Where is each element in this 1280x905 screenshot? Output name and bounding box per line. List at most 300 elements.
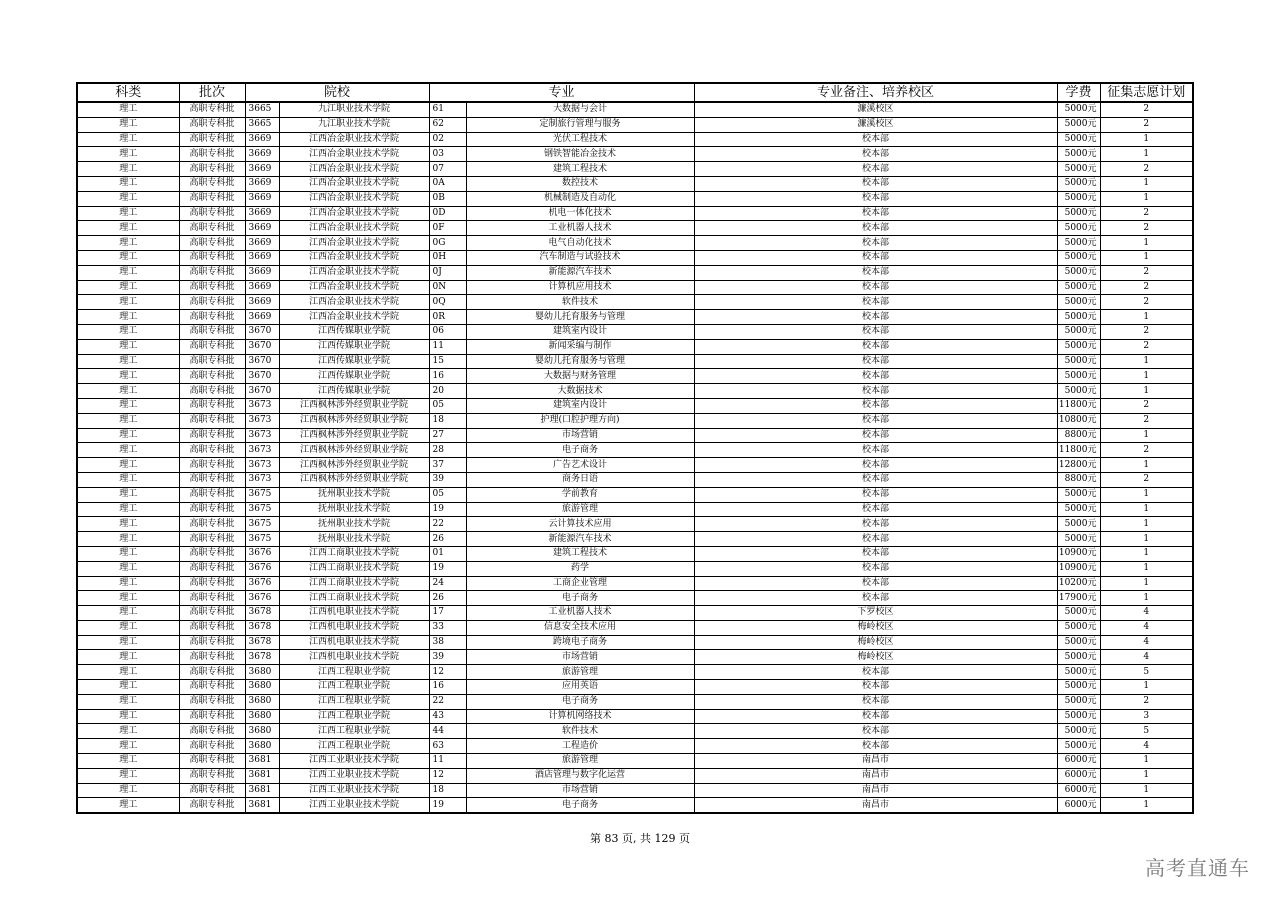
- cell-major-name: 电子商务: [466, 798, 694, 813]
- table-row: [77, 591, 1193, 606]
- cell-school-name: 江西工业职业技术学院: [279, 783, 429, 798]
- cell-tuition: 12800元: [1057, 458, 1100, 473]
- cell-school-code: 3673: [245, 458, 279, 473]
- cell-school-name: 江西冶金职业技术学院: [279, 221, 429, 236]
- cell-campus: 校本部: [694, 428, 1057, 443]
- cell-category: 理工: [77, 546, 179, 561]
- cell-school-code: 3669: [245, 206, 279, 221]
- cell-major-code: 0Q: [429, 295, 466, 310]
- cell-batch: 高职专科批: [179, 606, 245, 621]
- cell-plan-count: 4: [1100, 650, 1193, 665]
- cell-category: 理工: [77, 665, 179, 680]
- cell-category: 理工: [77, 147, 179, 162]
- cell-major-code: 28: [429, 443, 466, 458]
- table-row: [77, 532, 1193, 547]
- cell-campus: 校本部: [694, 546, 1057, 561]
- cell-school-name: 江西冶金职业技术学院: [279, 310, 429, 325]
- cell-major-name: 工程造价: [466, 739, 694, 754]
- header-batch: 批次: [179, 83, 245, 102]
- cell-major-name: 婴幼儿托育服务与管理: [466, 354, 694, 369]
- cell-category: 理工: [77, 532, 179, 547]
- table-row: [77, 250, 1193, 265]
- cell-school-name: 江西工业职业技术学院: [279, 768, 429, 783]
- cell-tuition: 10900元: [1057, 546, 1100, 561]
- cell-plan-count: 1: [1100, 354, 1193, 369]
- cell-school-code: 3669: [245, 191, 279, 206]
- cell-category: 理工: [77, 191, 179, 206]
- table-row: [77, 620, 1193, 635]
- cell-major-name: 计算机应用技术: [466, 280, 694, 295]
- cell-plan-count: 5: [1100, 724, 1193, 739]
- cell-plan-count: 1: [1100, 502, 1193, 517]
- table-row: [77, 191, 1193, 206]
- admission-plan-table: [76, 82, 1194, 814]
- cell-category: 理工: [77, 739, 179, 754]
- cell-major-name: 光伏工程技术: [466, 132, 694, 147]
- cell-major-name: 工业机器人技术: [466, 221, 694, 236]
- cell-school-name: 江西冶金职业技术学院: [279, 162, 429, 177]
- cell-school-code: 3669: [245, 295, 279, 310]
- cell-campus: 校本部: [694, 250, 1057, 265]
- cell-campus: 校本部: [694, 413, 1057, 428]
- cell-major-code: 33: [429, 620, 466, 635]
- cell-category: 理工: [77, 458, 179, 473]
- cell-batch: 高职专科批: [179, 561, 245, 576]
- cell-category: 理工: [77, 428, 179, 443]
- cell-category: 理工: [77, 694, 179, 709]
- cell-tuition: 10800元: [1057, 413, 1100, 428]
- cell-major-code: 22: [429, 694, 466, 709]
- cell-school-name: 江西工程职业学院: [279, 665, 429, 680]
- cell-major-code: 07: [429, 162, 466, 177]
- cell-batch: 高职专科批: [179, 502, 245, 517]
- cell-campus: 校本部: [694, 132, 1057, 147]
- cell-school-name: 江西工商职业技术学院: [279, 576, 429, 591]
- cell-category: 理工: [77, 265, 179, 280]
- table-row: [77, 487, 1193, 502]
- cell-campus: 校本部: [694, 147, 1057, 162]
- cell-campus: 校本部: [694, 591, 1057, 606]
- cell-category: 理工: [77, 517, 179, 532]
- cell-tuition: 11800元: [1057, 443, 1100, 458]
- cell-school-name: 江西工程职业学院: [279, 694, 429, 709]
- cell-tuition: 10200元: [1057, 576, 1100, 591]
- cell-school-code: 3673: [245, 413, 279, 428]
- cell-school-code: 3680: [245, 709, 279, 724]
- cell-campus: 校本部: [694, 324, 1057, 339]
- table-row: [77, 428, 1193, 443]
- cell-tuition: 5000元: [1057, 665, 1100, 680]
- cell-plan-count: 2: [1100, 102, 1193, 117]
- cell-school-code: 3680: [245, 680, 279, 695]
- cell-campus: 校本部: [694, 280, 1057, 295]
- cell-campus: 梅岭校区: [694, 620, 1057, 635]
- cell-plan-count: 2: [1100, 117, 1193, 132]
- cell-major-code: 0F: [429, 221, 466, 236]
- cell-tuition: 11800元: [1057, 398, 1100, 413]
- cell-plan-count: 4: [1100, 606, 1193, 621]
- cell-major-code: 62: [429, 117, 466, 132]
- cell-tuition: 10900元: [1057, 561, 1100, 576]
- cell-batch: 高职专科批: [179, 665, 245, 680]
- cell-batch: 高职专科批: [179, 487, 245, 502]
- cell-major-name: 建筑工程技术: [466, 162, 694, 177]
- table-row: [77, 324, 1193, 339]
- cell-batch: 高职专科批: [179, 384, 245, 399]
- cell-campus: 校本部: [694, 162, 1057, 177]
- cell-school-code: 3681: [245, 798, 279, 813]
- cell-campus: 校本部: [694, 354, 1057, 369]
- cell-major-code: 0J: [429, 265, 466, 280]
- cell-batch: 高职专科批: [179, 324, 245, 339]
- cell-tuition: 5000元: [1057, 502, 1100, 517]
- cell-school-name: 江西冶金职业技术学院: [279, 250, 429, 265]
- cell-category: 理工: [77, 221, 179, 236]
- cell-major-code: 20: [429, 384, 466, 399]
- cell-plan-count: 2: [1100, 324, 1193, 339]
- cell-tuition: 5000元: [1057, 102, 1100, 117]
- cell-major-code: 05: [429, 487, 466, 502]
- cell-tuition: 5000元: [1057, 132, 1100, 147]
- cell-school-name: 江西工业职业技术学院: [279, 798, 429, 813]
- cell-plan-count: 1: [1100, 754, 1193, 769]
- cell-tuition: 17900元: [1057, 591, 1100, 606]
- cell-school-code: 3669: [245, 250, 279, 265]
- table-row: [77, 724, 1193, 739]
- cell-plan-count: 2: [1100, 265, 1193, 280]
- cell-category: 理工: [77, 369, 179, 384]
- cell-school-code: 3678: [245, 620, 279, 635]
- cell-campus: 校本部: [694, 295, 1057, 310]
- cell-category: 理工: [77, 620, 179, 635]
- cell-school-code: 3680: [245, 724, 279, 739]
- cell-plan-count: 1: [1100, 176, 1193, 191]
- cell-school-code: 3670: [245, 384, 279, 399]
- cell-tuition: 5000元: [1057, 324, 1100, 339]
- cell-plan-count: 1: [1100, 310, 1193, 325]
- cell-school-code: 3680: [245, 739, 279, 754]
- cell-school-code: 3675: [245, 532, 279, 547]
- cell-batch: 高职专科批: [179, 783, 245, 798]
- cell-school-name: 江西机电职业技术学院: [279, 606, 429, 621]
- cell-school-code: 3665: [245, 102, 279, 117]
- header-plan-count: 征集志愿计划: [1100, 83, 1193, 102]
- cell-campus: 梅岭校区: [694, 635, 1057, 650]
- cell-major-name: 定制旅行管理与服务: [466, 117, 694, 132]
- cell-plan-count: 1: [1100, 147, 1193, 162]
- cell-batch: 高职专科批: [179, 132, 245, 147]
- cell-batch: 高职专科批: [179, 532, 245, 547]
- cell-category: 理工: [77, 443, 179, 458]
- table-row: [77, 102, 1193, 117]
- table-row: [77, 147, 1193, 162]
- cell-plan-count: 1: [1100, 132, 1193, 147]
- cell-school-name: 江西冶金职业技术学院: [279, 191, 429, 206]
- cell-major-name: 信息安全技术应用: [466, 620, 694, 635]
- table-row: [77, 561, 1193, 576]
- cell-tuition: 5000元: [1057, 206, 1100, 221]
- cell-school-code: 3681: [245, 754, 279, 769]
- cell-school-name: 江西传媒职业学院: [279, 324, 429, 339]
- cell-major-name: 跨境电子商务: [466, 635, 694, 650]
- cell-tuition: 8800元: [1057, 428, 1100, 443]
- cell-school-name: 抚州职业技术学院: [279, 532, 429, 547]
- cell-major-name: 计算机网络技术: [466, 709, 694, 724]
- cell-school-code: 3673: [245, 443, 279, 458]
- cell-school-code: 3673: [245, 472, 279, 487]
- cell-batch: 高职专科批: [179, 398, 245, 413]
- table-row: [77, 206, 1193, 221]
- table-row: [77, 576, 1193, 591]
- table-row: [77, 635, 1193, 650]
- cell-batch: 高职专科批: [179, 162, 245, 177]
- cell-major-code: 18: [429, 413, 466, 428]
- cell-tuition: 5000元: [1057, 265, 1100, 280]
- cell-batch: 高职专科批: [179, 680, 245, 695]
- cell-major-name: 软件技术: [466, 295, 694, 310]
- cell-major-code: 0R: [429, 310, 466, 325]
- cell-category: 理工: [77, 339, 179, 354]
- table-header-row: [77, 83, 1193, 102]
- cell-batch: 高职专科批: [179, 635, 245, 650]
- cell-plan-count: 1: [1100, 768, 1193, 783]
- table-row: [77, 280, 1193, 295]
- cell-batch: 高职专科批: [179, 369, 245, 384]
- cell-category: 理工: [77, 561, 179, 576]
- cell-major-name: 旅游管理: [466, 502, 694, 517]
- table-row: [77, 606, 1193, 621]
- cell-major-code: 02: [429, 132, 466, 147]
- cell-plan-count: 5: [1100, 665, 1193, 680]
- cell-school-name: 江西冶金职业技术学院: [279, 265, 429, 280]
- cell-tuition: 5000元: [1057, 606, 1100, 621]
- cell-tuition: 5000元: [1057, 635, 1100, 650]
- cell-batch: 高职专科批: [179, 428, 245, 443]
- cell-plan-count: 1: [1100, 561, 1193, 576]
- cell-batch: 高职专科批: [179, 754, 245, 769]
- cell-major-name: 电气自动化技术: [466, 236, 694, 251]
- cell-school-code: 3669: [245, 236, 279, 251]
- cell-major-code: 43: [429, 709, 466, 724]
- cell-campus: 校本部: [694, 176, 1057, 191]
- cell-category: 理工: [77, 354, 179, 369]
- cell-school-name: 江西传媒职业学院: [279, 384, 429, 399]
- cell-category: 理工: [77, 117, 179, 132]
- cell-plan-count: 2: [1100, 413, 1193, 428]
- cell-school-name: 江西枫林涉外经贸职业学院: [279, 443, 429, 458]
- cell-major-name: 应用英语: [466, 680, 694, 695]
- cell-batch: 高职专科批: [179, 117, 245, 132]
- table-body: [77, 102, 1193, 813]
- cell-school-name: 江西工程职业学院: [279, 680, 429, 695]
- cell-plan-count: 1: [1100, 517, 1193, 532]
- cell-category: 理工: [77, 310, 179, 325]
- cell-major-name: 旅游管理: [466, 754, 694, 769]
- table-row: [77, 546, 1193, 561]
- cell-school-name: 江西机电职业技术学院: [279, 650, 429, 665]
- cell-school-code: 3669: [245, 132, 279, 147]
- cell-plan-count: 2: [1100, 162, 1193, 177]
- cell-major-code: 11: [429, 339, 466, 354]
- cell-school-code: 3680: [245, 665, 279, 680]
- cell-major-code: 0B: [429, 191, 466, 206]
- cell-plan-count: 1: [1100, 384, 1193, 399]
- cell-batch: 高职专科批: [179, 221, 245, 236]
- cell-tuition: 6000元: [1057, 768, 1100, 783]
- cell-batch: 高职专科批: [179, 443, 245, 458]
- cell-category: 理工: [77, 236, 179, 251]
- cell-school-code: 3680: [245, 694, 279, 709]
- cell-school-code: 3669: [245, 265, 279, 280]
- cell-category: 理工: [77, 384, 179, 399]
- cell-major-name: 商务日语: [466, 472, 694, 487]
- cell-batch: 高职专科批: [179, 280, 245, 295]
- cell-school-name: 江西枫林涉外经贸职业学院: [279, 398, 429, 413]
- cell-school-name: 江西冶金职业技术学院: [279, 176, 429, 191]
- cell-campus: 南昌市: [694, 798, 1057, 813]
- cell-plan-count: 1: [1100, 428, 1193, 443]
- cell-category: 理工: [77, 295, 179, 310]
- cell-school-code: 3678: [245, 650, 279, 665]
- cell-campus: 校本部: [694, 369, 1057, 384]
- cell-major-code: 12: [429, 665, 466, 680]
- cell-tuition: 5000元: [1057, 250, 1100, 265]
- cell-category: 理工: [77, 324, 179, 339]
- cell-batch: 高职专科批: [179, 295, 245, 310]
- cell-major-name: 广告艺术设计: [466, 458, 694, 473]
- cell-tuition: 5000元: [1057, 384, 1100, 399]
- cell-school-name: 江西传媒职业学院: [279, 354, 429, 369]
- cell-batch: 高职专科批: [179, 620, 245, 635]
- cell-batch: 高职专科批: [179, 458, 245, 473]
- cell-major-code: 38: [429, 635, 466, 650]
- cell-plan-count: 1: [1100, 546, 1193, 561]
- cell-plan-count: 1: [1100, 576, 1193, 591]
- cell-major-name: 云计算技术应用: [466, 517, 694, 532]
- cell-batch: 高职专科批: [179, 236, 245, 251]
- cell-campus: 校本部: [694, 221, 1057, 236]
- cell-batch: 高职专科批: [179, 694, 245, 709]
- cell-tuition: 5000元: [1057, 295, 1100, 310]
- cell-campus: 濂溪校区: [694, 102, 1057, 117]
- cell-major-name: 建筑室内设计: [466, 324, 694, 339]
- cell-major-code: 17: [429, 606, 466, 621]
- cell-plan-count: 2: [1100, 443, 1193, 458]
- cell-school-name: 江西工程职业学院: [279, 709, 429, 724]
- cell-batch: 高职专科批: [179, 339, 245, 354]
- cell-school-name: 九江职业技术学院: [279, 117, 429, 132]
- cell-school-name: 抚州职业技术学院: [279, 502, 429, 517]
- cell-school-name: 江西工程职业学院: [279, 739, 429, 754]
- header-tuition: 学费: [1057, 83, 1100, 102]
- cell-major-code: 0D: [429, 206, 466, 221]
- table-row: [77, 221, 1193, 236]
- table-row: [77, 650, 1193, 665]
- table-row: [77, 176, 1193, 191]
- cell-category: 理工: [77, 754, 179, 769]
- cell-category: 理工: [77, 413, 179, 428]
- cell-campus: 校本部: [694, 502, 1057, 517]
- cell-major-name: 电子商务: [466, 443, 694, 458]
- header-remarks-campus: 专业备注、培养校区: [694, 83, 1057, 102]
- cell-tuition: 5000元: [1057, 724, 1100, 739]
- cell-campus: 校本部: [694, 191, 1057, 206]
- cell-school-code: 3669: [245, 280, 279, 295]
- cell-tuition: 5000元: [1057, 532, 1100, 547]
- cell-tuition: 5000元: [1057, 280, 1100, 295]
- cell-major-code: 16: [429, 369, 466, 384]
- cell-school-code: 3670: [245, 324, 279, 339]
- cell-category: 理工: [77, 162, 179, 177]
- cell-tuition: 5000元: [1057, 236, 1100, 251]
- cell-category: 理工: [77, 680, 179, 695]
- cell-plan-count: 1: [1100, 680, 1193, 695]
- cell-campus: 校本部: [694, 443, 1057, 458]
- cell-school-name: 江西枫林涉外经贸职业学院: [279, 458, 429, 473]
- cell-batch: 高职专科批: [179, 576, 245, 591]
- cell-tuition: 5000元: [1057, 117, 1100, 132]
- cell-major-name: 大数据技术: [466, 384, 694, 399]
- cell-category: 理工: [77, 132, 179, 147]
- cell-plan-count: 1: [1100, 236, 1193, 251]
- cell-major-code: 12: [429, 768, 466, 783]
- cell-school-name: 江西传媒职业学院: [279, 339, 429, 354]
- cell-major-code: 26: [429, 591, 466, 606]
- cell-campus: 校本部: [694, 458, 1057, 473]
- cell-major-name: 市场营销: [466, 650, 694, 665]
- cell-major-name: 药学: [466, 561, 694, 576]
- cell-school-name: 江西冶金职业技术学院: [279, 280, 429, 295]
- header-institution: 院校: [245, 83, 429, 102]
- cell-tuition: 5000元: [1057, 680, 1100, 695]
- cell-plan-count: 1: [1100, 458, 1193, 473]
- table-row: [77, 132, 1193, 147]
- cell-plan-count: 1: [1100, 591, 1193, 606]
- cell-tuition: 5000元: [1057, 694, 1100, 709]
- cell-category: 理工: [77, 176, 179, 191]
- cell-campus: 校本部: [694, 561, 1057, 576]
- cell-category: 理工: [77, 798, 179, 813]
- table-row: [77, 265, 1193, 280]
- cell-campus: 校本部: [694, 472, 1057, 487]
- cell-campus: 校本部: [694, 265, 1057, 280]
- cell-school-code: 3675: [245, 502, 279, 517]
- cell-major-name: 钢铁智能冶金技术: [466, 147, 694, 162]
- cell-batch: 高职专科批: [179, 546, 245, 561]
- table-row: [77, 236, 1193, 251]
- cell-major-code: 18: [429, 783, 466, 798]
- cell-major-code: 03: [429, 147, 466, 162]
- cell-plan-count: 1: [1100, 532, 1193, 547]
- cell-plan-count: 4: [1100, 635, 1193, 650]
- table-row: [77, 709, 1193, 724]
- cell-plan-count: 3: [1100, 709, 1193, 724]
- cell-tuition: 5000元: [1057, 221, 1100, 236]
- cell-school-name: 江西冶金职业技术学院: [279, 147, 429, 162]
- cell-category: 理工: [77, 606, 179, 621]
- cell-major-code: 01: [429, 546, 466, 561]
- cell-batch: 高职专科批: [179, 724, 245, 739]
- table-row: [77, 517, 1193, 532]
- cell-major-name: 电子商务: [466, 591, 694, 606]
- cell-plan-count: 2: [1100, 221, 1193, 236]
- cell-school-name: 江西冶金职业技术学院: [279, 295, 429, 310]
- cell-tuition: 5000元: [1057, 176, 1100, 191]
- cell-category: 理工: [77, 650, 179, 665]
- cell-major-name: 机械制造及自动化: [466, 191, 694, 206]
- cell-batch: 高职专科批: [179, 310, 245, 325]
- cell-school-code: 3675: [245, 517, 279, 532]
